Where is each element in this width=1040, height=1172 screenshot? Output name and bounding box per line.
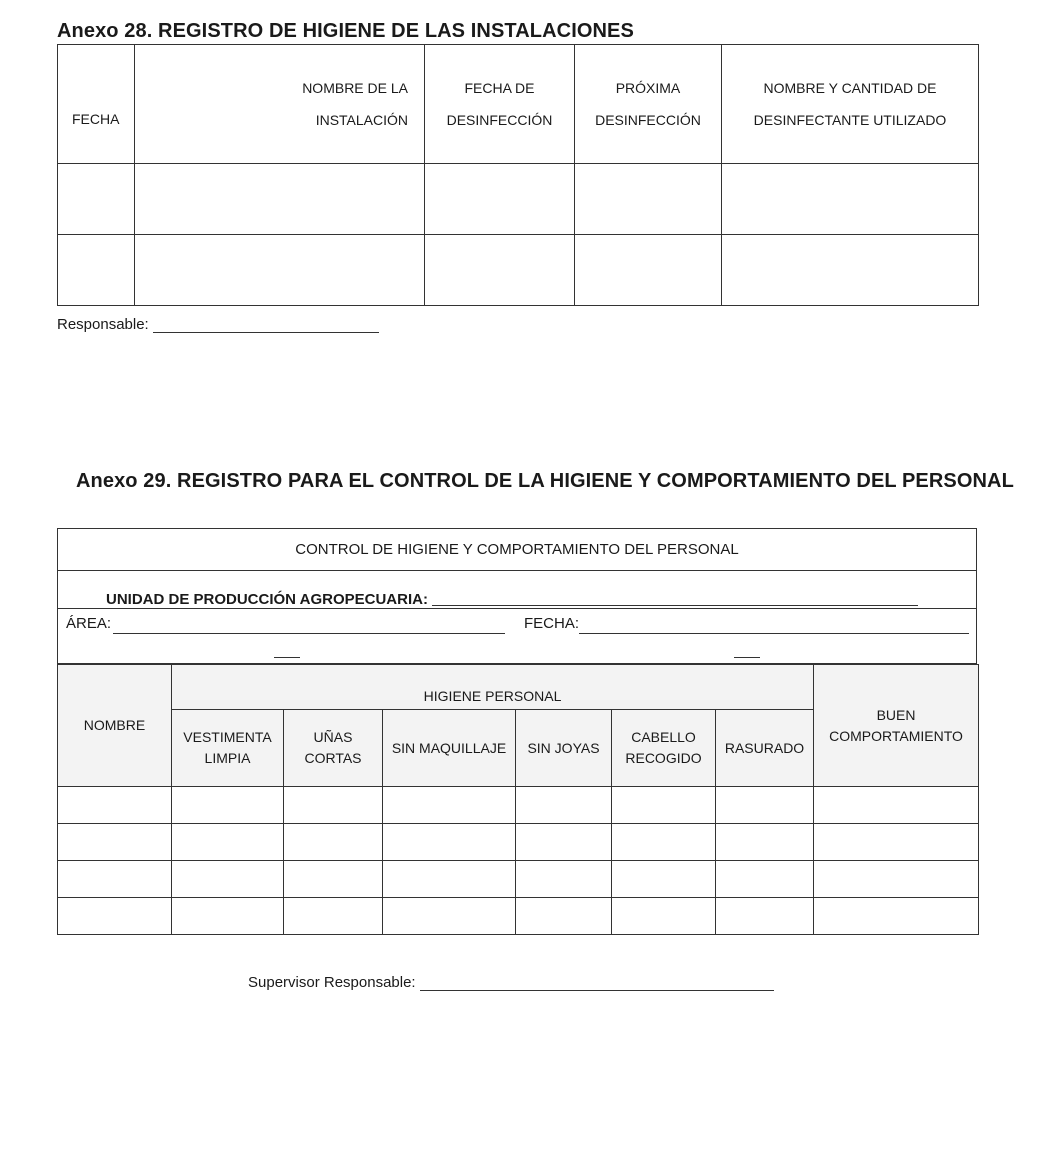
table-cell[interactable] — [172, 824, 284, 861]
unidad-produccion-field — [58, 571, 976, 609]
responsable-signature-line[interactable] — [153, 332, 379, 333]
table-row — [58, 235, 979, 306]
column-header-nombre: NOMBRE — [58, 665, 172, 787]
table-cell[interactable] — [716, 824, 814, 861]
column-header-sin-maquillaje: SIN MAQUILLAJE — [383, 710, 516, 787]
column-header-rasurado: RASURADO — [716, 710, 814, 787]
table-cell[interactable] — [58, 824, 172, 861]
table-cell[interactable] — [58, 235, 135, 306]
column-group-higiene-personal: HIGIENE PERSONAL — [172, 665, 814, 710]
table-row — [58, 164, 979, 235]
table-cell[interactable] — [58, 787, 172, 824]
table-cell[interactable] — [516, 787, 612, 824]
table-cell[interactable] — [58, 898, 172, 935]
table-row — [58, 787, 979, 824]
unidad-produccion-label: UNIDAD DE PRODUCCIÓN AGROPECUARIA: — [106, 591, 428, 608]
column-header-proxima-desinfeccion: PRÓXIMA DESINFECCIÓN — [575, 45, 722, 164]
table-cell[interactable] — [172, 787, 284, 824]
supervisor-field — [248, 974, 774, 991]
area-line[interactable] — [113, 615, 505, 634]
table-cell[interactable] — [575, 235, 722, 306]
table-header-row — [58, 665, 979, 710]
column-header-cabello-recogido: CABELLO RECOGIDO — [612, 710, 716, 787]
table-cell[interactable] — [284, 898, 383, 935]
table-cell[interactable] — [814, 824, 979, 861]
table-cell[interactable] — [284, 861, 383, 898]
area-fecha-row — [58, 609, 976, 639]
divider — [274, 657, 300, 658]
table-cell[interactable] — [716, 787, 814, 824]
facility-hygiene-table — [57, 44, 979, 306]
table-cell[interactable] — [172, 861, 284, 898]
table-cell[interactable] — [722, 164, 979, 235]
table-cell[interactable] — [284, 824, 383, 861]
table-cell[interactable] — [383, 898, 516, 935]
fecha-line[interactable] — [579, 615, 969, 634]
table-cell[interactable] — [383, 787, 516, 824]
annex-28-title: Anexo 28. REGISTRO DE HIGIENE DE LAS INSTALACIONES — [57, 20, 634, 42]
table-cell[interactable] — [612, 861, 716, 898]
table-cell[interactable] — [716, 861, 814, 898]
column-header-unas-cortas: UÑAS CORTAS — [284, 710, 383, 787]
responsable-label: Responsable: — [57, 316, 149, 333]
table-cell[interactable] — [575, 164, 722, 235]
table-cell[interactable] — [135, 164, 425, 235]
table-row — [58, 824, 979, 861]
table-cell[interactable] — [814, 898, 979, 935]
table-cell[interactable] — [612, 898, 716, 935]
column-header-desinfectante: NOMBRE Y CANTIDAD DE DESINFECTANTE UTILIZADO — [722, 45, 979, 164]
table-cell[interactable] — [814, 787, 979, 824]
personnel-hygiene-table — [57, 664, 979, 935]
table-cell[interactable] — [383, 861, 516, 898]
supervisor-label: Supervisor Responsable: — [248, 974, 416, 991]
column-header-nombre-instalacion: NOMBRE DE LA INSTALACIÓN — [135, 45, 425, 164]
table-cell[interactable] — [516, 824, 612, 861]
table-row — [58, 861, 979, 898]
table-cell[interactable] — [425, 235, 575, 306]
column-header-fecha: FECHA — [58, 45, 135, 164]
column-header-sin-joyas: SIN JOYAS — [516, 710, 612, 787]
column-header-buen-comportamiento: BUEN COMPORTAMIENTO — [814, 665, 979, 787]
control-box-title: CONTROL DE HIGIENE Y COMPORTAMIENTO DEL PERSONAL — [58, 529, 976, 571]
column-header-vestimenta-limpia: VESTIMENTA LIMPIA — [172, 710, 284, 787]
control-header-box — [57, 528, 977, 664]
table-cell[interactable] — [612, 824, 716, 861]
annex-29-title: Anexo 29. REGISTRO PARA EL CONTROL DE LA HIGIENE Y COMPORTAMIENTO DEL PERSONAL — [76, 470, 1014, 492]
table-row — [58, 898, 979, 935]
table-cell[interactable] — [135, 235, 425, 306]
column-header-fecha-desinfeccion: FECHA DE DESINFECCIÓN — [425, 45, 575, 164]
table-cell[interactable] — [172, 898, 284, 935]
table-cell[interactable] — [814, 861, 979, 898]
table-cell[interactable] — [612, 787, 716, 824]
table-cell[interactable] — [716, 898, 814, 935]
area-label: ÁREA: — [66, 615, 112, 632]
table-cell[interactable] — [58, 164, 135, 235]
table-cell[interactable] — [722, 235, 979, 306]
table-cell[interactable] — [284, 787, 383, 824]
responsable-field — [57, 316, 379, 333]
table-header-row — [58, 45, 979, 164]
table-cell[interactable] — [425, 164, 575, 235]
unidad-produccion-line[interactable] — [432, 605, 918, 606]
table-cell[interactable] — [58, 861, 172, 898]
table-cell[interactable] — [383, 824, 516, 861]
table-cell[interactable] — [516, 898, 612, 935]
fecha-label: FECHA: — [524, 615, 580, 632]
table-cell[interactable] — [516, 861, 612, 898]
divider — [734, 657, 760, 658]
supervisor-signature-line[interactable] — [420, 990, 774, 991]
